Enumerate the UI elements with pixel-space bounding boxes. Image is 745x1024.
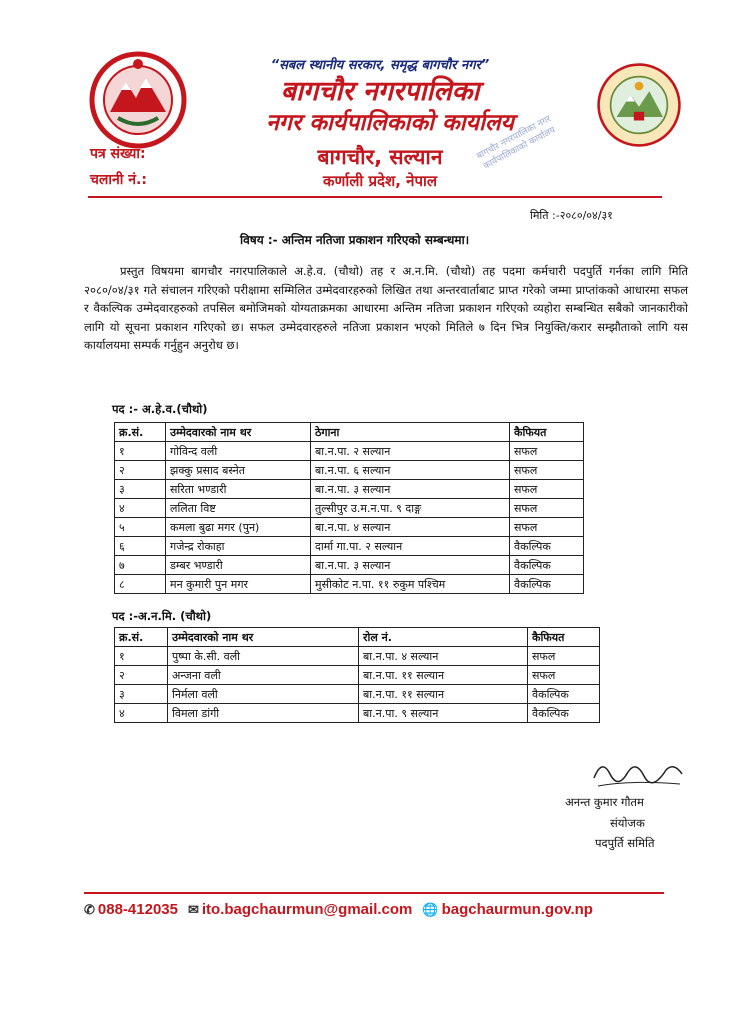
cell-serial: ३ — [115, 480, 166, 499]
results-table-anami — [114, 627, 600, 723]
table-row — [115, 556, 584, 575]
cell-name: कमला बुढा मगर (पुन) — [166, 518, 311, 537]
footer-website[interactable] — [422, 901, 593, 918]
letter-number-label: पत्र संख्या: — [90, 146, 146, 162]
cell-serial: २ — [115, 666, 168, 685]
cell-remarks: वैकल्पिक — [510, 556, 584, 575]
slogan: “सबल स्थानीय सरकार, समृद्ध बागचौर नगर” — [270, 58, 490, 73]
cell-serial: ४ — [115, 704, 168, 723]
table-row — [115, 575, 584, 594]
table-row — [115, 480, 584, 499]
cell-address: बा.न.पा. ६ सल्यान — [311, 461, 510, 480]
cell-remarks: सफल — [510, 480, 584, 499]
phone-number: 088-412035 — [97, 901, 178, 918]
table-header-row — [115, 423, 584, 442]
footer-phone[interactable] — [84, 901, 178, 918]
signatory-role: संयोजक — [610, 816, 645, 830]
cell-remarks: सफल — [510, 442, 584, 461]
cell-name: ललिता विष्ट — [166, 499, 311, 518]
footer-divider — [84, 892, 664, 894]
cell-name: झक्कु प्रसाद बस्नेत — [166, 461, 311, 480]
cell-roll: बा.न.पा. ४ सल्यान — [359, 647, 528, 666]
signatory-committee: पदपुर्ति समिति — [595, 836, 655, 850]
handwritten-signature — [588, 752, 688, 792]
cell-name: अन्जना वली — [168, 666, 359, 685]
table-header-row — [115, 628, 600, 647]
footer-email[interactable] — [188, 901, 412, 918]
notice-subject: विषय :- अन्तिम नतिजा प्रकाशन गरिएको सम्बन्धमा। — [240, 233, 470, 247]
office-place: बागचौर, सल्यान — [317, 145, 443, 169]
cell-remarks: सफल — [528, 647, 600, 666]
notice-body: प्रस्तुत विषयमा बागचौर नगरपालिकाले अ.हे.व. (चौथो) तह र अ.न.मि. (चौथो) तह पदमा कर्मचारी पदपुर्ति गर्नका लागि मिति २०८०/०४/३१ गते संचालन गरिएको परीक्षामा सम्मिलित उम्मेदवारहरुको लिखित तथा अन्तरवार्ताबाट प्राप्त गरेको जम्मा प्राप्तांकको आधारमा सफल र वैकल्पिक उम्मेदवारहरुको तपसिल बमोजिमको योग्यताक्रमका आधारमा अन्तिम नतिजा प्रकाशन गरिएको व्यहोरा सम्बन्धित सबैको जानकारीको लागि यो सूचना प्रकाशन गरिएको छ। सफल उम्मेदवारहरुले नतिजा प्रकाशन भएको मितिले ७ दिन भित्र नियुक्ति/करार सम्झौताको लागि यस कार्यालयमा सम्पर्क गर्नुहुन अनुरोध छ। — [84, 264, 688, 352]
col-header-roll: रोल नं. — [359, 628, 528, 647]
office-stamp: बागचौर नगरपालिका नगर कार्यपालिकाको कार्यालय — [475, 114, 558, 172]
cell-address: बा.न.पा. ३ सल्यान — [311, 480, 510, 499]
phone-icon: ✆ — [84, 902, 95, 917]
post-label-anami: पद :-अ.न.मि. (चौथो) — [112, 609, 212, 623]
dispatch-number-label: चलानी नं.: — [90, 172, 147, 188]
table-row — [115, 537, 584, 556]
cell-name: गजेन्द्र रोकाहा — [166, 537, 311, 556]
table-row — [115, 685, 600, 704]
table-row — [115, 499, 584, 518]
cell-serial: १ — [115, 442, 166, 461]
footer-contacts — [84, 901, 684, 918]
header-divider — [88, 196, 662, 198]
cell-name: गोविन्द वली — [166, 442, 311, 461]
cell-roll: बा.न.पा. ११ सल्यान — [359, 685, 528, 704]
col-header-address: ठेगाना — [311, 423, 510, 442]
cell-name: सरिता भण्डारी — [166, 480, 311, 499]
email-address: ito.bagchaurmun@gmail.com — [201, 901, 413, 918]
municipality-name: बागचौर नगरपालिका — [280, 76, 480, 107]
cell-address: बा.न.पा. ३ सल्यान — [311, 556, 510, 575]
col-header-name: उम्मेदवारको नाम थर — [166, 423, 311, 442]
table-row — [115, 704, 600, 723]
cell-name: निर्मला वली — [168, 685, 359, 704]
cell-address: दार्मा गा.पा. २ सल्यान — [311, 537, 510, 556]
cell-serial: २ — [115, 461, 166, 480]
office-province: कर्णाली प्रदेश, नेपाल — [322, 172, 438, 190]
cell-remarks: वैकल्पिक — [528, 685, 600, 704]
cell-serial: ६ — [115, 537, 166, 556]
cell-serial: ७ — [115, 556, 166, 575]
municipality-logo — [596, 62, 682, 148]
cell-remarks: सफल — [510, 499, 584, 518]
cell-remarks: सफल — [528, 666, 600, 685]
cell-address: तुल्सीपुर उ.म.न.पा. ९ दाङ्ग — [311, 499, 510, 518]
post-label-aheb: पद :- अ.हे.व.(चौथो) — [112, 402, 208, 416]
cell-name: डम्बर भण्डारी — [166, 556, 311, 575]
office-name: नगर कार्यपालिकाको कार्यालय — [266, 110, 514, 136]
table-row — [115, 666, 600, 685]
cell-roll: बा.न.पा. ११ सल्यान — [359, 666, 528, 685]
col-header-remarks: कैफियत — [528, 628, 600, 647]
table-row — [115, 518, 584, 537]
cell-serial: १ — [115, 647, 168, 666]
results-table-aheb — [114, 422, 584, 594]
table-row — [115, 647, 600, 666]
cell-name: मन कुमारी पुन मगर — [166, 575, 311, 594]
cell-serial: ४ — [115, 499, 166, 518]
cell-name: पुष्पा के.सी. वली — [168, 647, 359, 666]
table-row — [115, 442, 584, 461]
signatory-name: अनन्त कुमार गौतम — [565, 795, 644, 809]
website-url: bagchaurmun.gov.np — [441, 901, 593, 918]
col-header-serial: क्र.सं. — [115, 423, 166, 442]
notice-date: मिति :-२०८०/०४/३१ — [530, 209, 613, 222]
col-header-remarks: कैफियत — [510, 423, 584, 442]
cell-remarks: वैकल्पिक — [510, 537, 584, 556]
cell-remarks: सफल — [510, 518, 584, 537]
cell-address: बा.न.पा. २ सल्यान — [311, 442, 510, 461]
globe-icon: 🌐 — [422, 902, 439, 917]
cell-remarks: सफल — [510, 461, 584, 480]
col-header-name: उम्मेदवारको नाम थर — [168, 628, 359, 647]
cell-serial: ८ — [115, 575, 166, 594]
cell-serial: ५ — [115, 518, 166, 537]
cell-serial: ३ — [115, 685, 168, 704]
cell-address: बा.न.पा. ४ सल्यान — [311, 518, 510, 537]
cell-name: विमला डांगी — [168, 704, 359, 723]
mail-icon: ✉ — [187, 902, 199, 917]
cell-remarks: वैकल्पिक — [510, 575, 584, 594]
cell-remarks: वैकल्पिक — [528, 704, 600, 723]
nepal-emblem-logo — [88, 50, 188, 150]
cell-roll: बा.न.पा. ९ सल्यान — [359, 704, 528, 723]
col-header-serial: क्र.सं. — [115, 628, 168, 647]
table-row — [115, 461, 584, 480]
cell-address: मुसीकोट न.पा. ११ रुकुम पश्चिम — [311, 575, 510, 594]
